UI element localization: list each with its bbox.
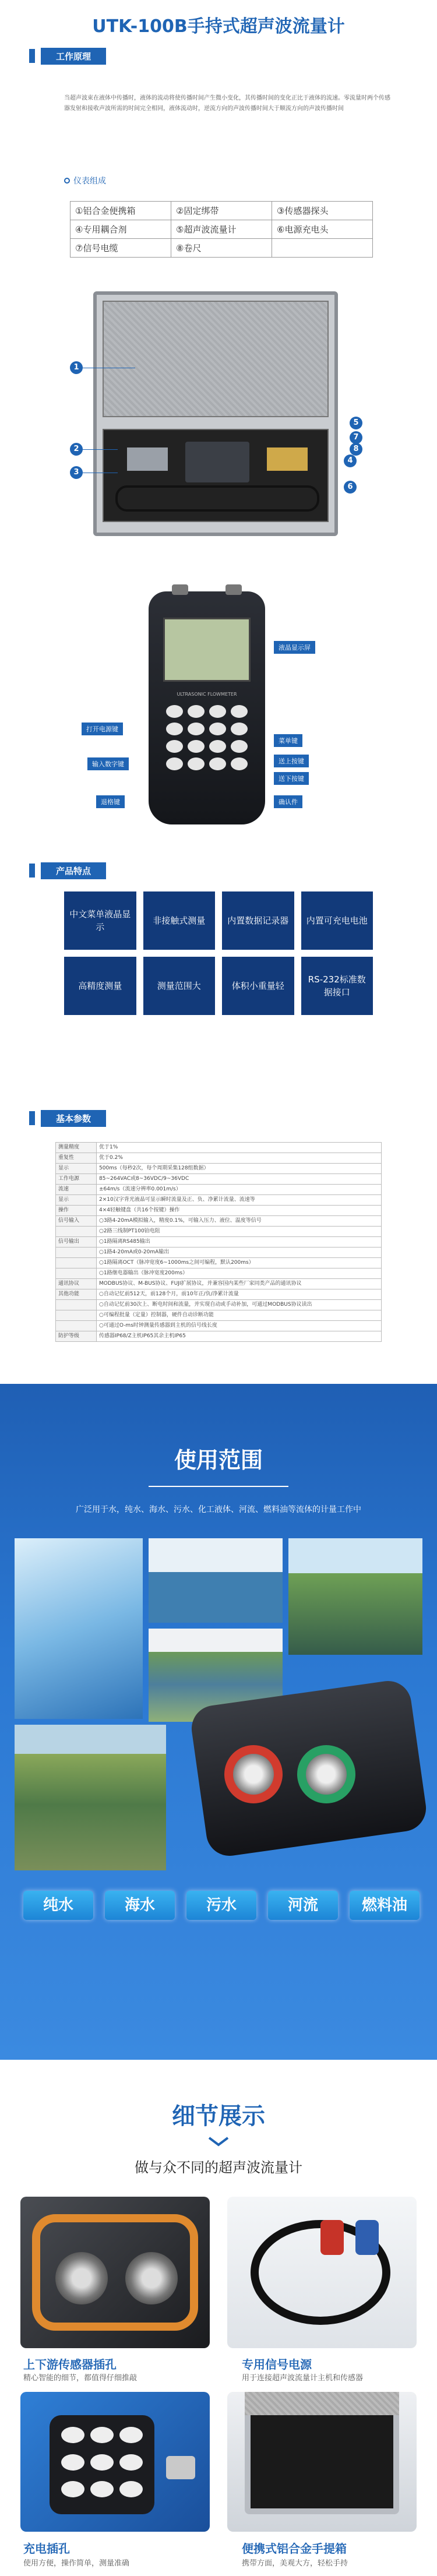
flowmeter-unit <box>185 442 249 482</box>
component-item: ⑧卷尺 <box>171 239 272 258</box>
feature-card: 内置可充电电池 <box>301 891 373 950</box>
component-item: ②固定绑带 <box>171 202 272 220</box>
chevron-down-icon <box>207 2135 230 2147</box>
param-key: 重复性 <box>56 1153 97 1164</box>
params-row <box>56 1321 382 1331</box>
key <box>231 740 248 753</box>
param-key: 流速 <box>56 1185 97 1195</box>
section-header-features <box>29 862 106 879</box>
params-row <box>56 1289 382 1300</box>
param-value: 传感器IP68/Z主机IP65其余主机IP65 <box>97 1331 382 1342</box>
section-header-params <box>29 1110 106 1126</box>
params-row <box>56 1248 382 1258</box>
feature-card: 内置数据记录器 <box>222 891 294 950</box>
usage-title: 使用范围 <box>174 1447 263 1473</box>
param-value: MODBUS协议、M-BUS协议、FUJI扩展协议，并兼容国内某些厂家同类产品的通讯协议 <box>97 1279 382 1289</box>
params-row <box>56 1258 382 1268</box>
param-key: 显示 <box>56 1195 97 1206</box>
callout-marker: 6 <box>344 481 357 494</box>
params-row <box>56 1206 382 1216</box>
params-row <box>56 1143 382 1153</box>
photo-water <box>15 1538 143 1719</box>
key <box>209 723 226 735</box>
param-value: ○1路4-20mA或0-20mA输出 <box>97 1248 382 1258</box>
callout-line <box>83 449 118 450</box>
feature-card: RS-232标准数据接口 <box>301 957 373 1015</box>
component-item: ①铝合金便携箱 <box>71 202 171 220</box>
detail-photo-aluminum-case <box>227 2392 417 2532</box>
label-up: 送上按键 <box>274 755 309 767</box>
section-label: 基本参数 <box>41 1110 106 1127</box>
blue-plug <box>355 2220 379 2255</box>
key <box>166 740 183 753</box>
label-back: 退格键 <box>96 795 125 808</box>
section-header-principle <box>29 48 106 64</box>
component-item: ⑦信号电缆 <box>71 239 171 258</box>
detail-caption: 充电插孔 <box>23 2542 70 2556</box>
param-key <box>56 1227 97 1237</box>
keypad <box>50 2415 154 2514</box>
param-key: 其他功能 <box>56 1289 97 1300</box>
key <box>166 757 183 770</box>
key <box>166 705 183 718</box>
param-value: ○1路隔离OCT（脉冲宽度6~1000ms之间可编程，默认200ms） <box>97 1258 382 1268</box>
feature-card: 中文菜单液晶显示 <box>64 891 136 950</box>
key <box>119 2454 143 2471</box>
params-row <box>56 1237 382 1248</box>
key <box>188 723 205 735</box>
callout-marker: 8 <box>350 443 362 456</box>
param-value: ○2路三线制PT100铂电阻 <box>97 1227 382 1237</box>
photo-pond <box>15 1725 166 1870</box>
key <box>209 757 226 770</box>
key <box>166 723 183 735</box>
charge-port <box>166 2456 195 2479</box>
detail-text: 使用方便，操作简单，测量准确 <box>23 2559 130 2568</box>
detail-photo-charge-port <box>20 2392 210 2532</box>
fluid-tag: 海水 <box>105 1891 175 1920</box>
details-subtitle: 做与众不同的超声波流量计 <box>135 2159 302 2176</box>
key <box>188 740 205 753</box>
params-row <box>56 1216 382 1227</box>
feature-grid <box>64 891 373 1015</box>
connector-icon <box>172 584 188 595</box>
key <box>90 2427 114 2443</box>
params-row <box>56 1227 382 1237</box>
connector-icon <box>125 2252 178 2304</box>
sensor-probe <box>127 447 168 471</box>
params-row <box>56 1331 382 1342</box>
fluid-tag: 污水 <box>186 1891 256 1920</box>
key <box>209 705 226 718</box>
lcd-screen <box>163 618 251 682</box>
details-title: 细节展示 <box>172 2103 265 2130</box>
case-body <box>245 2409 399 2514</box>
connector-icon <box>225 584 242 595</box>
key <box>231 757 248 770</box>
usage-section <box>0 1384 437 2060</box>
callout-marker: 2 <box>70 443 83 456</box>
param-key: 工作电源 <box>56 1174 97 1185</box>
key <box>119 2481 143 2497</box>
param-key <box>56 1321 97 1331</box>
photo-flowmeter <box>175 1658 425 1867</box>
key <box>61 2481 84 2497</box>
callout-marker: 3 <box>70 466 83 479</box>
param-key: 通讯协议 <box>56 1279 97 1289</box>
param-value: ○可通过O-ms时钟测量传感器到主机的信号线长度 <box>97 1321 382 1331</box>
params-row <box>56 1153 382 1164</box>
keypad <box>166 705 248 770</box>
params-row <box>56 1310 382 1321</box>
key <box>188 757 205 770</box>
key <box>188 705 205 718</box>
key <box>90 2481 114 2497</box>
key <box>209 740 226 753</box>
principle-text: 当超声波束在液体中传播时，液体的流动将使传播时间产生微小变化，其传播时间的变化正比于液体的流速。零流量时两个传感器发射和接收声波所需的时间完全相同，液体流动时，逆流方向的声波传播时间大于顺流方向的声波传播时间 <box>64 95 390 112</box>
circle-icon <box>64 178 70 184</box>
section-bar <box>29 49 35 63</box>
param-value: 优于0.2% <box>97 1153 382 1164</box>
key <box>231 723 248 735</box>
section-bar <box>29 864 35 878</box>
label-menu: 菜单键 <box>274 734 302 747</box>
detail-text: 携带方面，美观大方，轻松手持 <box>242 2559 348 2568</box>
param-key: 操作 <box>56 1206 97 1216</box>
param-key: 测量精度 <box>56 1143 97 1153</box>
fluid-tags <box>23 1891 420 1920</box>
section-bar <box>29 1111 35 1125</box>
feature-card: 非接触式测量 <box>143 891 216 950</box>
param-key <box>56 1268 97 1279</box>
feature-card: 体积小重量轻 <box>222 957 294 1015</box>
param-key <box>56 1248 97 1258</box>
connector-icon <box>55 2252 108 2304</box>
feature-card: 高精度测量 <box>64 957 136 1015</box>
label-power: 打开电源键 <box>82 723 123 735</box>
param-value: 2×10汉字背光液晶可显示瞬时流量及正、负、净累计流量、流速等 <box>97 1195 382 1206</box>
case-lid <box>103 301 329 417</box>
detail-photo-sensor-ports <box>20 2197 210 2348</box>
detail-caption: 便携式铝合金手提箱 <box>242 2542 347 2556</box>
param-value: 500ms（每秒2次，每个周期采集128组数据） <box>97 1164 382 1174</box>
params-row <box>56 1174 382 1185</box>
param-value: ○3路4-20mA模拟输入，精度0.1%，可输入压力、液位、温度等信号 <box>97 1216 382 1227</box>
device-brand: ULTRASONIC FLOWMETER <box>177 692 237 697</box>
photo-sewage <box>288 1538 422 1655</box>
section-label: 工作原理 <box>41 48 106 65</box>
param-key: 显示 <box>56 1164 97 1174</box>
params-row <box>56 1268 382 1279</box>
param-key: 信号输出 <box>56 1237 97 1248</box>
fluid-tag: 河流 <box>268 1891 338 1920</box>
usage-description: 广泛用于水，纯水、海水、污水、化工液体、河流、燃料油等流体的计量工作中 <box>76 1505 361 1514</box>
title-underline <box>149 1486 288 1487</box>
component-item: ⑤超声波流量计 <box>171 220 272 239</box>
params-table <box>55 1142 382 1342</box>
components-table <box>70 201 373 258</box>
page-title: UTK-100B手持式超声波流量计 <box>92 16 345 37</box>
callout-marker: 7 <box>350 431 362 444</box>
param-value: 4×4轻触键盘（共16个按键）操作 <box>97 1206 382 1216</box>
component-item: ③传感器探头 <box>272 202 373 220</box>
red-plug <box>320 2220 344 2255</box>
params-row <box>56 1300 382 1310</box>
param-value: ○1路隔离RS485输出 <box>97 1237 382 1248</box>
detail-caption: 上下游传感器插孔 <box>23 2357 117 2371</box>
label-confirm: 确认件 <box>274 795 302 808</box>
param-value: ±64m/s（流速分辨率0.001m/s） <box>97 1185 382 1195</box>
param-key <box>56 1300 97 1310</box>
callout-marker: 5 <box>350 417 362 429</box>
params-row <box>56 1164 382 1174</box>
label-numeric: 输入数字键 <box>87 757 129 770</box>
connector-icon <box>233 1754 274 1795</box>
key <box>61 2454 84 2471</box>
param-value: 85~264VAC或8~36VDC/9~36VDC <box>97 1174 382 1185</box>
connector-icon <box>306 1754 347 1795</box>
section-label: 产品特点 <box>41 862 106 879</box>
param-key: 防护等级 <box>56 1331 97 1342</box>
param-key <box>56 1258 97 1268</box>
params-row <box>56 1195 382 1206</box>
param-value: 优于1% <box>97 1143 382 1153</box>
label-screen: 液晶显示屏 <box>274 641 315 654</box>
photo-sea <box>149 1538 283 1623</box>
detail-text: 精心智能的细节，都值得仔细推敲 <box>23 2374 138 2383</box>
tape-measure <box>267 447 308 471</box>
param-key: 信号输入 <box>56 1216 97 1227</box>
carrying-case-image <box>93 291 338 536</box>
param-value: ○1路继电器输出（脉冲宽度200ms） <box>97 1268 382 1279</box>
case-lid <box>245 2392 399 2415</box>
component-item: ⑥电源充电头 <box>272 220 373 239</box>
signal-cable <box>115 485 319 512</box>
component-item <box>272 239 373 258</box>
params-row <box>56 1279 382 1289</box>
detail-text: 用于连接超声波流量计主机和传感器 <box>242 2374 364 2383</box>
detail-photo-signal-cable <box>227 2197 417 2348</box>
feature-card: 测量范围大 <box>143 957 216 1015</box>
fluid-tag: 燃料油 <box>350 1891 420 1920</box>
param-key <box>56 1310 97 1321</box>
component-item: ④专用耦合剂 <box>71 220 171 239</box>
label-down: 送下按键 <box>274 772 309 785</box>
key <box>231 705 248 718</box>
detail-caption: 专用信号电源 <box>242 2357 312 2371</box>
key <box>61 2427 84 2443</box>
key <box>119 2427 143 2443</box>
case-tray <box>103 429 329 522</box>
param-value: ○自动记忆前512天，前128个月，前10年正/负/净累计流量 <box>97 1289 382 1300</box>
callout-marker: 4 <box>344 454 357 467</box>
params-row <box>56 1185 382 1195</box>
param-value: ○可编程批量（定量）控制器，硬件自动诊断功能 <box>97 1310 382 1321</box>
fluid-tag: 纯水 <box>23 1891 93 1920</box>
flowmeter-device-diagram <box>149 591 265 824</box>
callout-marker: 1 <box>70 361 83 374</box>
components-heading: 仪表组成 <box>64 175 106 186</box>
param-value: ○自动记忆前30次上、断电时间和流量，并实现自动或手动补加，可通过MODBUS协议读出 <box>97 1300 382 1310</box>
key <box>90 2454 114 2471</box>
